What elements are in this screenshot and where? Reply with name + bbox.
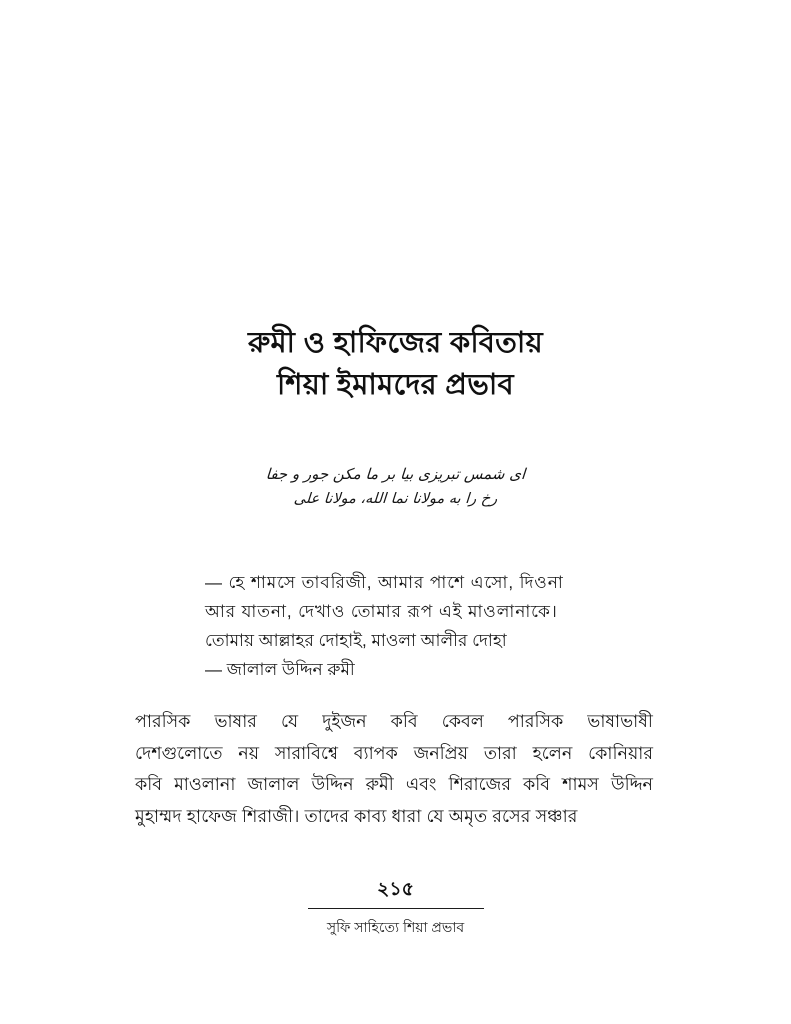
body-word: উদ্দিন bbox=[610, 774, 653, 794]
body-word: জনপ্রিয় bbox=[413, 742, 469, 763]
body-word: ভাষার bbox=[214, 711, 257, 731]
page-footer bbox=[0, 878, 791, 938]
body-word: দেশগুলোতে bbox=[135, 742, 223, 763]
body-word: তারা bbox=[483, 742, 517, 763]
body-word: হলেন bbox=[532, 742, 573, 763]
body-word: পারসিক bbox=[135, 711, 191, 731]
body-word: উদ্দিন bbox=[311, 774, 354, 794]
persian-couplet bbox=[0, 462, 791, 512]
body-word: কোনিয়ার bbox=[588, 742, 653, 763]
verse-quote-line-2: আর যাতনা, দেখাও তোমার রূপ এই মাওলানাকে। bbox=[205, 602, 558, 621]
body-paragraph bbox=[135, 706, 653, 832]
page-number: ২১৫ bbox=[376, 879, 414, 900]
body-word: কবি bbox=[135, 774, 162, 794]
body-word: রুমী bbox=[365, 774, 394, 794]
body-word: সারাবিশ্বে bbox=[274, 742, 338, 763]
body-line-3 bbox=[135, 769, 653, 801]
body-word: জালাল bbox=[247, 774, 300, 794]
page-title bbox=[0, 322, 791, 406]
title-line-1: রুমী ও হাফিজের কবিতায় bbox=[247, 327, 544, 359]
body-word: পারসিক bbox=[507, 711, 564, 731]
footer-divider bbox=[308, 908, 484, 909]
body-word: শামস bbox=[562, 774, 599, 794]
body-word: ভাষাভাষী bbox=[587, 711, 653, 731]
running-title: সুফি সাহিত্যে শিয়া প্রভাব bbox=[326, 919, 465, 935]
body-word: নয় bbox=[238, 742, 260, 763]
body-word: এবং bbox=[405, 774, 437, 794]
persian-couplet-line-1: ای شمس تبریزی بیا بر ما مکن جور و جفا bbox=[265, 465, 526, 483]
body-word: কবি bbox=[523, 774, 551, 794]
verse-quote bbox=[205, 568, 635, 684]
body-line-1 bbox=[135, 706, 653, 738]
body-word: মাওলানা bbox=[174, 774, 236, 794]
persian-couplet-line-2: رخ را به مولانا نما الله، مولانا علی bbox=[293, 491, 498, 507]
body-line-2 bbox=[135, 738, 653, 770]
body-word: শিরাজের bbox=[448, 774, 511, 794]
body-word: দুইজন bbox=[322, 711, 367, 731]
verse-quote-line-3: তোমায় আল্লাহর দোহাই, মাওলা আলীর দোহা bbox=[205, 631, 507, 650]
body-word: যে bbox=[280, 711, 299, 731]
title-line-2: শিয়া ইমামদের প্রভাব bbox=[276, 369, 514, 401]
verse-quote-attribution: — জালাল উদ্দিন রুমী bbox=[205, 660, 355, 679]
body-word: ব্যাপক bbox=[353, 742, 398, 763]
body-line-4: মুহাম্মদ হাফেজ শিরাজী। তাদের কাব্য ধারা যে অমৃত রসের সঞ্চার bbox=[135, 805, 578, 826]
verse-quote-line-1: — হে শামসে তাবরিজী, আমার পাশে এসো, দিওনা bbox=[205, 573, 564, 592]
body-word: কবি bbox=[390, 711, 418, 731]
body-word: কেবল bbox=[441, 711, 484, 731]
